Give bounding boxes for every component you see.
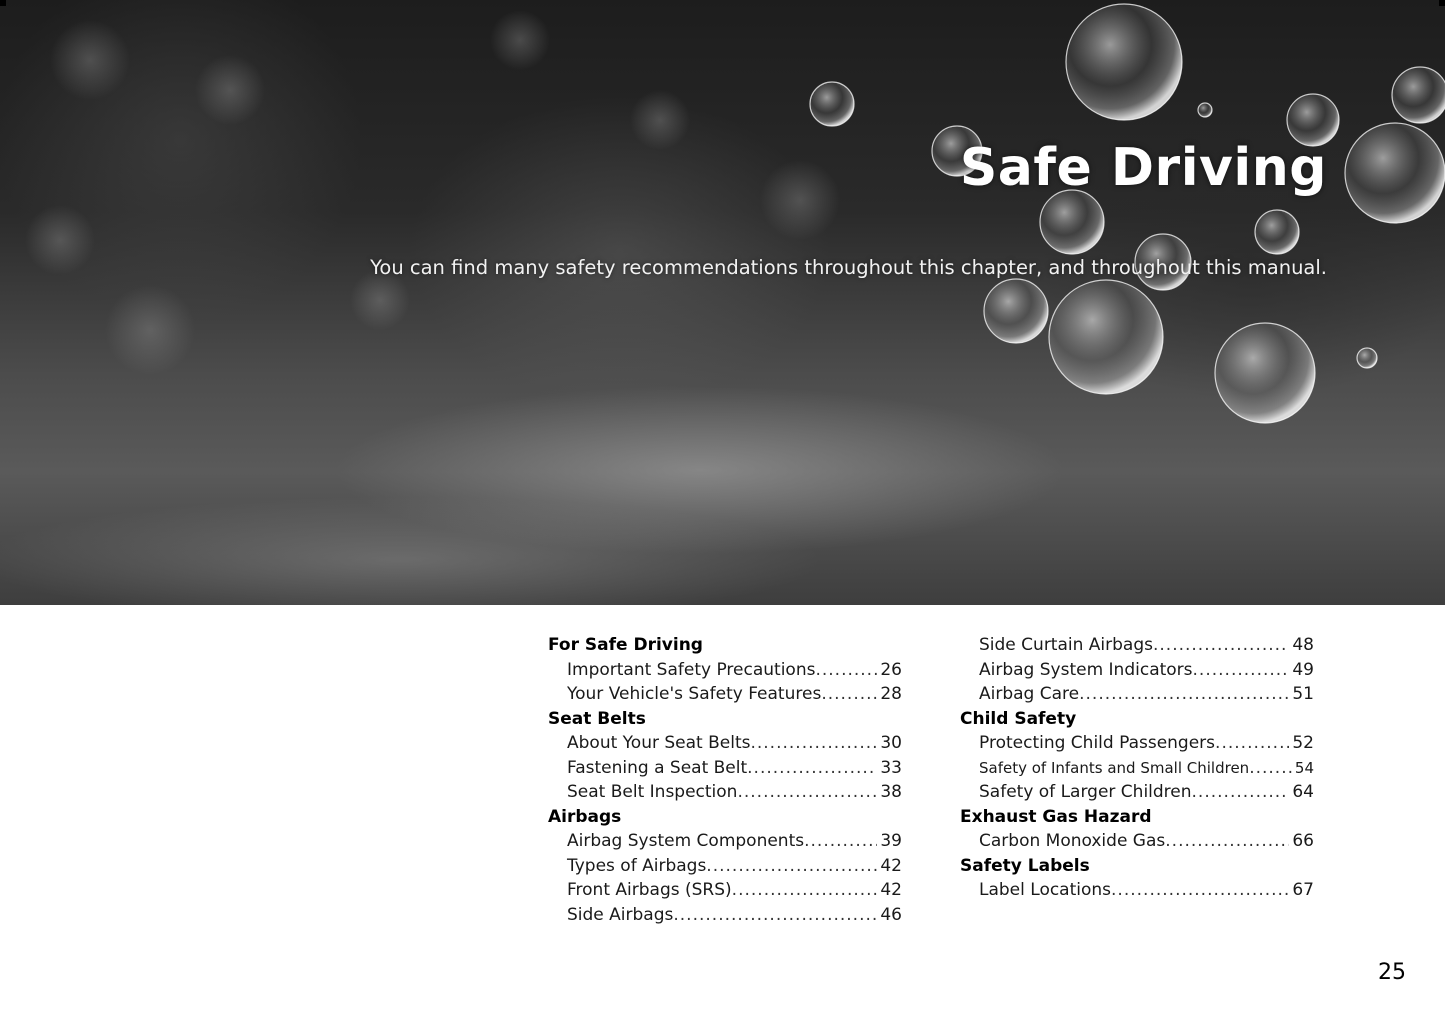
toc-entry[interactable] <box>548 682 902 707</box>
toc-entry-label: Safety of Infants and Small Children <box>979 758 1250 777</box>
page-subtitle: You can find many safety recommendations throughout this chapter, and throughout this manual. <box>370 256 1327 279</box>
toc-entry-label: Airbag System Components <box>567 831 805 851</box>
toc-entry[interactable] <box>960 682 1314 707</box>
toc-entry-page: 51 <box>1292 684 1314 704</box>
soap-bubbles <box>810 4 1445 423</box>
toc-section-heading[interactable]: Safety Labels <box>960 855 1090 876</box>
toc-leader-dots <box>1153 633 1289 658</box>
toc-entry-page: 42 <box>880 855 902 876</box>
toc-entry[interactable] <box>548 829 902 854</box>
toc-entry-label: Types of Airbags <box>567 855 707 876</box>
toc-entry[interactable] <box>960 756 1314 781</box>
toc-entry-label: Your Vehicle's Safety Features <box>567 684 822 704</box>
toc-leader-dots <box>1249 756 1292 781</box>
toc-entry[interactable] <box>548 731 902 756</box>
toc-entry-label: Side Airbags <box>567 904 674 925</box>
toc-column-right <box>960 633 1314 903</box>
toc-entry[interactable] <box>548 854 902 879</box>
toc-entry-label: Protecting Child Passengers <box>979 733 1216 753</box>
toc-entry[interactable] <box>548 780 902 805</box>
toc-entry[interactable] <box>960 658 1314 683</box>
toc-section-heading[interactable]: Exhaust Gas Hazard <box>960 806 1152 827</box>
crop-mark-top-right <box>1439 0 1445 6</box>
page-title: Safe Driving <box>959 138 1327 198</box>
toc-column-left <box>548 633 902 927</box>
toc-entry-page: 42 <box>880 880 902 900</box>
toc-entry-page: 38 <box>880 782 902 802</box>
toc-entry[interactable] <box>548 658 902 683</box>
toc-entry-page: 54 <box>1294 758 1314 777</box>
toc-leader-dots <box>1192 780 1290 805</box>
toc-entry-label: Airbag Care <box>979 684 1080 704</box>
toc-entry-label: Airbag System Indicators <box>979 659 1193 680</box>
toc-entry[interactable] <box>548 878 902 903</box>
toc-entry-page: 30 <box>880 733 902 753</box>
toc-entry-label: Important Safety Precautions <box>567 659 816 680</box>
toc-entry-label: Seat Belt Inspection <box>567 782 738 802</box>
toc-entry[interactable] <box>960 633 1314 658</box>
toc-leader-dots <box>1165 829 1289 854</box>
toc-leader-dots <box>1079 682 1289 707</box>
toc-entry[interactable] <box>960 829 1314 854</box>
toc-section-heading[interactable]: For Safe Driving <box>548 635 703 655</box>
toc-entry-page: 49 <box>1292 659 1314 680</box>
toc-leader-dots <box>706 854 877 879</box>
toc-section-heading[interactable]: Seat Belts <box>548 708 646 729</box>
toc-entry[interactable] <box>548 903 902 928</box>
toc-entry-label: Carbon Monoxide Gas <box>979 831 1166 851</box>
toc-entry-label: About Your Seat Belts <box>567 733 751 753</box>
toc-entry-page: 28 <box>880 684 902 704</box>
toc-leader-dots <box>1111 878 1289 903</box>
toc-leader-dots <box>747 756 877 781</box>
toc-entry-label: Safety of Larger Children <box>979 782 1192 802</box>
toc-entry-label: Front Airbags (SRS) <box>567 880 732 900</box>
toc-entry-page: 67 <box>1292 880 1314 900</box>
toc-entry[interactable] <box>960 878 1314 903</box>
toc-entry-page: 46 <box>880 904 902 925</box>
toc-entry-page: 26 <box>880 659 902 680</box>
toc-entry-page: 66 <box>1292 831 1314 851</box>
toc-leader-dots <box>737 780 877 805</box>
toc-entry[interactable] <box>960 780 1314 805</box>
bokeh-lights <box>25 10 840 375</box>
toc-leader-dots <box>804 829 877 854</box>
toc-entry-page: 39 <box>880 831 902 851</box>
toc-entry[interactable] <box>960 731 1314 756</box>
toc-section-heading[interactable]: Child Safety <box>960 708 1077 729</box>
toc-leader-dots <box>821 682 877 707</box>
toc-entry-page: 48 <box>1292 635 1314 655</box>
toc-entry-label: Side Curtain Airbags <box>979 635 1153 655</box>
toc-entry-label: Fastening a Seat Belt <box>567 757 748 778</box>
toc-entry-page: 52 <box>1292 733 1314 753</box>
toc-leader-dots <box>732 878 878 903</box>
toc-entry-label: Label Locations <box>979 880 1112 900</box>
toc-entry[interactable] <box>548 756 902 781</box>
crop-mark-top-left <box>0 0 6 6</box>
toc-section-heading[interactable]: Airbags <box>548 806 622 827</box>
toc-entry-page: 33 <box>880 757 902 778</box>
toc-entry-page: 64 <box>1292 782 1314 802</box>
page-number: 25 <box>1378 960 1406 985</box>
toc-leader-dots <box>673 903 877 928</box>
toc-leader-dots <box>750 731 877 756</box>
toc-leader-dots <box>1215 731 1289 756</box>
toc-leader-dots <box>815 658 877 683</box>
toc-leader-dots <box>1193 658 1290 683</box>
